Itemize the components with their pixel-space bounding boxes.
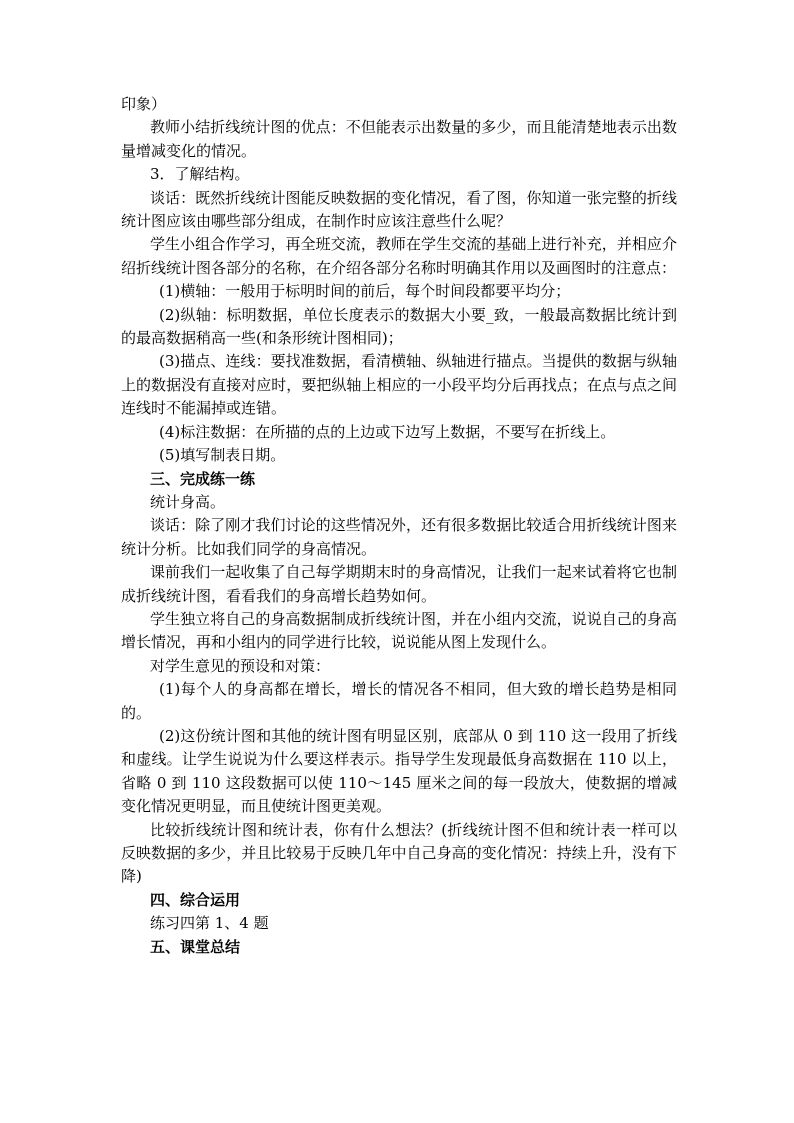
list-item-label-data: (4)标注数据：在所描的点的上边或下边写上数据，不要写在折线上。 xyxy=(159,422,616,441)
paragraph-talk-height: 谈话：除了刚才我们讨论的这些情况外，还有很多数据比较适合用折线统计图来统计分析。比如我们同学的身高情况。 xyxy=(121,516,677,558)
list-item-plot-connect: (3)描点、连线：要找准数据，看清横轴、纵轴进行描点。当提供的数据与纵轴上的数据没有直接对应时，要把纵轴上相应的一小段平均分后再找点；在点与点之间连线时不能漏掉或连错。 xyxy=(121,352,677,418)
list-item-horizontal-axis: (1)横轴：一般用于标明时间的前后，每个时间段都要平均分； xyxy=(159,282,571,301)
paragraph-continuation: 印象） xyxy=(121,95,167,113)
paragraph-collect-heights: 课前我们一起收集了自己每学期期末时的身高情况，让我们一起来试着将它也制成折线统计图，看看我们的身高增长趋势如何。 xyxy=(121,563,677,605)
list-item-fill-date: (5)填写制表日期。 xyxy=(159,446,286,465)
section-heading-practice: 三、完成练一练 xyxy=(150,469,256,488)
paragraph-height-stats: 统计身高。 xyxy=(150,492,226,511)
list-item-vertical-axis: (2)纵轴：标明数据，单位长度表示的数据大小要_致，一般最高数据比统计到的最高数据稍高一些(和条形统计图相同)； xyxy=(121,305,677,348)
paragraph-presets: 对学生意见的预设和对策： xyxy=(150,656,331,675)
paragraph-talk-structure: 谈话：既然折线统计图能反映数据的变化情况，看了图，你知道一张完整的折线统计图应该由哪些部分组成，在制作时应该注意些什么呢？ xyxy=(121,188,677,231)
paragraph-compare: 比较折线统计图和统计表，你有什么想法？(折线统计图不但和统计表一样可以反映数据的多少，并且比较易于反映几年中自己身高的变化情况：持续上升，没有下降) xyxy=(121,820,677,886)
section-heading-application: 四、综合运用 xyxy=(150,890,241,909)
paragraph-step-3: 3．了解结构。 xyxy=(150,165,250,184)
list-item-broken-axis: (2)这份统计图和其他的统计图有明显区别，底部从 0 到 110 这一段用了折线和虚线。让学生说说为什么要这样表示。指导学生发现最低身高数据在 110 以上，省略 0 到 110 这段数据可以使 110～145 厘米之间的每一段放大，使数据的增减变化情况更明显，而且使统计图更美观。 xyxy=(121,726,677,816)
paragraph-teacher-summary: 教师小结折线统计图的优点：不但能表示出数量的多少，而且能清楚地表示出数量增减变化的情况。 xyxy=(121,118,677,160)
section-heading-summary: 五、课堂总结 xyxy=(150,937,241,956)
paragraph-exercise: 练习四第 1、4 题 xyxy=(150,914,269,933)
paragraph-group-study: 学生小组合作学习，再全班交流，教师在学生交流的基础上进行补充，并相应介绍折线统计图各部分的名称，在介绍各部分名称时明确其作用以及画图时的注意点： xyxy=(121,235,677,277)
list-item-height-growth: (1)每个人的身高都在增长，增长的情况各不相同，但大致的增长趋势是相同的。 xyxy=(121,680,677,722)
paragraph-student-chart: 学生独立将自己的身高数据制成折线统计图，并在小组内交流，说说自己的身高增长情况，再和小组内的同学进行比较，说说能从图上发现什么。 xyxy=(121,609,677,652)
document-body xyxy=(121,93,677,959)
